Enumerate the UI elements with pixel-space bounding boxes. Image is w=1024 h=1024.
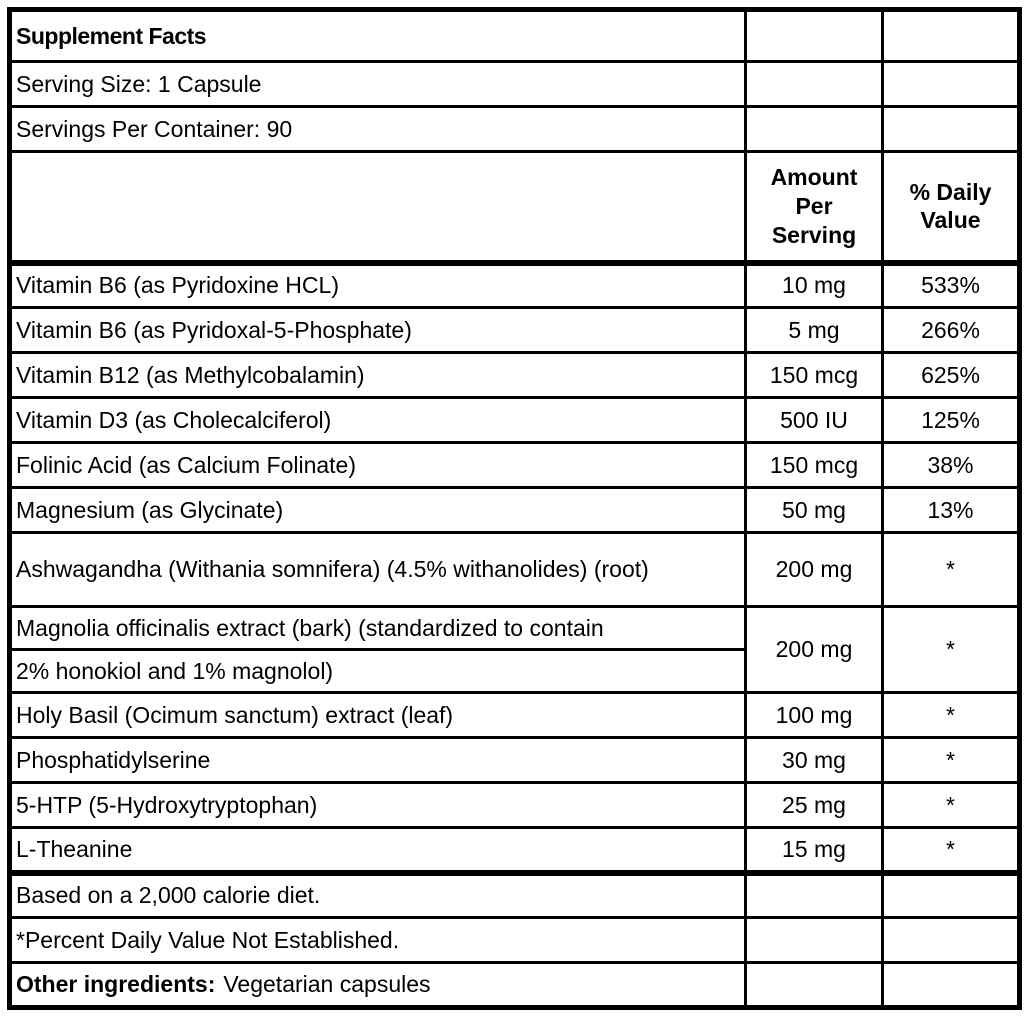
ingredient-name-line2: 2% honokiol and 1% magnolol) xyxy=(10,650,746,693)
table-row xyxy=(10,738,1020,783)
table-row xyxy=(10,488,1020,533)
empty-cell xyxy=(883,873,1020,918)
empty-cell xyxy=(883,963,1020,1008)
serving-size-text: Serving Size: 1 Capsule xyxy=(10,62,746,107)
ingredient-amount: 150 mcg xyxy=(746,353,883,398)
ingredient-amount: 50 mg xyxy=(746,488,883,533)
empty-cell xyxy=(883,107,1020,152)
empty-cell xyxy=(746,62,883,107)
supplement-facts-table xyxy=(7,7,1022,1010)
table-row xyxy=(10,443,1020,488)
empty-cell xyxy=(883,62,1020,107)
empty-cell xyxy=(746,963,883,1008)
table-row xyxy=(10,533,1020,607)
ingredient-amount: 500 IU xyxy=(746,398,883,443)
ingredient-name: Holy Basil (Ocimum sanctum) extract (leaf) xyxy=(10,693,746,738)
ingredient-dv: 125% xyxy=(883,398,1020,443)
title-row xyxy=(10,10,1020,62)
column-header-daily-value: % Daily Value xyxy=(883,152,1020,263)
ingredient-name: Ashwagandha (Withania somnifera) (4.5% withanolides) (root) xyxy=(10,533,746,607)
table-row xyxy=(10,693,1020,738)
ingredient-amount: 100 mg xyxy=(746,693,883,738)
page-title: Supplement Facts xyxy=(10,10,746,62)
ingredient-dv: * xyxy=(883,738,1020,783)
ingredient-dv: 266% xyxy=(883,308,1020,353)
other-ingredients-value: Vegetarian capsules xyxy=(223,971,431,998)
ingredient-dv: * xyxy=(883,783,1020,828)
ingredient-name: Vitamin B12 (as Methylcobalamin) xyxy=(10,353,746,398)
ingredient-amount: 200 mg xyxy=(746,607,883,693)
empty-cell xyxy=(746,918,883,963)
ingredient-name: Phosphatidylserine xyxy=(10,738,746,783)
other-ingredients-row xyxy=(10,963,1020,1008)
servings-per-container-row xyxy=(10,107,1020,152)
ingredient-name: Vitamin D3 (as Cholecalciferol) xyxy=(10,398,746,443)
ingredient-dv: 13% xyxy=(883,488,1020,533)
table-row xyxy=(10,783,1020,828)
ingredient-name: Folinic Acid (as Calcium Folinate) xyxy=(10,443,746,488)
empty-cell xyxy=(883,10,1020,62)
empty-cell xyxy=(10,152,746,263)
footnote-row xyxy=(10,873,1020,918)
ingredient-amount: 15 mg xyxy=(746,828,883,873)
empty-cell xyxy=(746,107,883,152)
empty-cell xyxy=(883,918,1020,963)
ingredient-name: Magnesium (as Glycinate) xyxy=(10,488,746,533)
ingredient-amount: 30 mg xyxy=(746,738,883,783)
ingredient-dv: * xyxy=(883,533,1020,607)
table-row xyxy=(10,828,1020,873)
column-header-amount: Amount Per Serving xyxy=(746,152,883,263)
table-row xyxy=(10,263,1020,308)
empty-cell xyxy=(746,873,883,918)
ingredient-name: 5-HTP (5-Hydroxytryptophan) xyxy=(10,783,746,828)
ingredient-dv: * xyxy=(883,693,1020,738)
daily-value-note: *Percent Daily Value Not Established. xyxy=(10,918,746,963)
ingredient-amount: 5 mg xyxy=(746,308,883,353)
ingredient-amount: 200 mg xyxy=(746,533,883,607)
ingredient-dv: 625% xyxy=(883,353,1020,398)
empty-cell xyxy=(746,10,883,62)
ingredient-name: L-Theanine xyxy=(10,828,746,873)
ingredient-name: Vitamin B6 (as Pyridoxine HCL) xyxy=(10,263,746,308)
other-ingredients-label: Other ingredients: xyxy=(16,971,216,998)
ingredient-amount: 25 mg xyxy=(746,783,883,828)
ingredient-name: Vitamin B6 (as Pyridoxal-5-Phosphate) xyxy=(10,308,746,353)
ingredient-amount: 150 mcg xyxy=(746,443,883,488)
ingredient-name-line1: Magnolia officinalis extract (bark) (standardized to contain xyxy=(10,607,746,650)
column-header-row xyxy=(10,152,1020,263)
ingredient-amount: 10 mg xyxy=(746,263,883,308)
footnote-row xyxy=(10,918,1020,963)
ingredient-dv: 533% xyxy=(883,263,1020,308)
ingredient-dv: * xyxy=(883,828,1020,873)
ingredient-dv: 38% xyxy=(883,443,1020,488)
table-row xyxy=(10,353,1020,398)
other-ingredients-cell xyxy=(10,963,746,1008)
serving-size-row xyxy=(10,62,1020,107)
table-row xyxy=(10,398,1020,443)
table-row xyxy=(10,607,1020,650)
servings-per-container-text: Servings Per Container: 90 xyxy=(10,107,746,152)
table-row xyxy=(10,308,1020,353)
ingredient-dv: * xyxy=(883,607,1020,693)
calorie-note: Based on a 2,000 calorie diet. xyxy=(10,873,746,918)
